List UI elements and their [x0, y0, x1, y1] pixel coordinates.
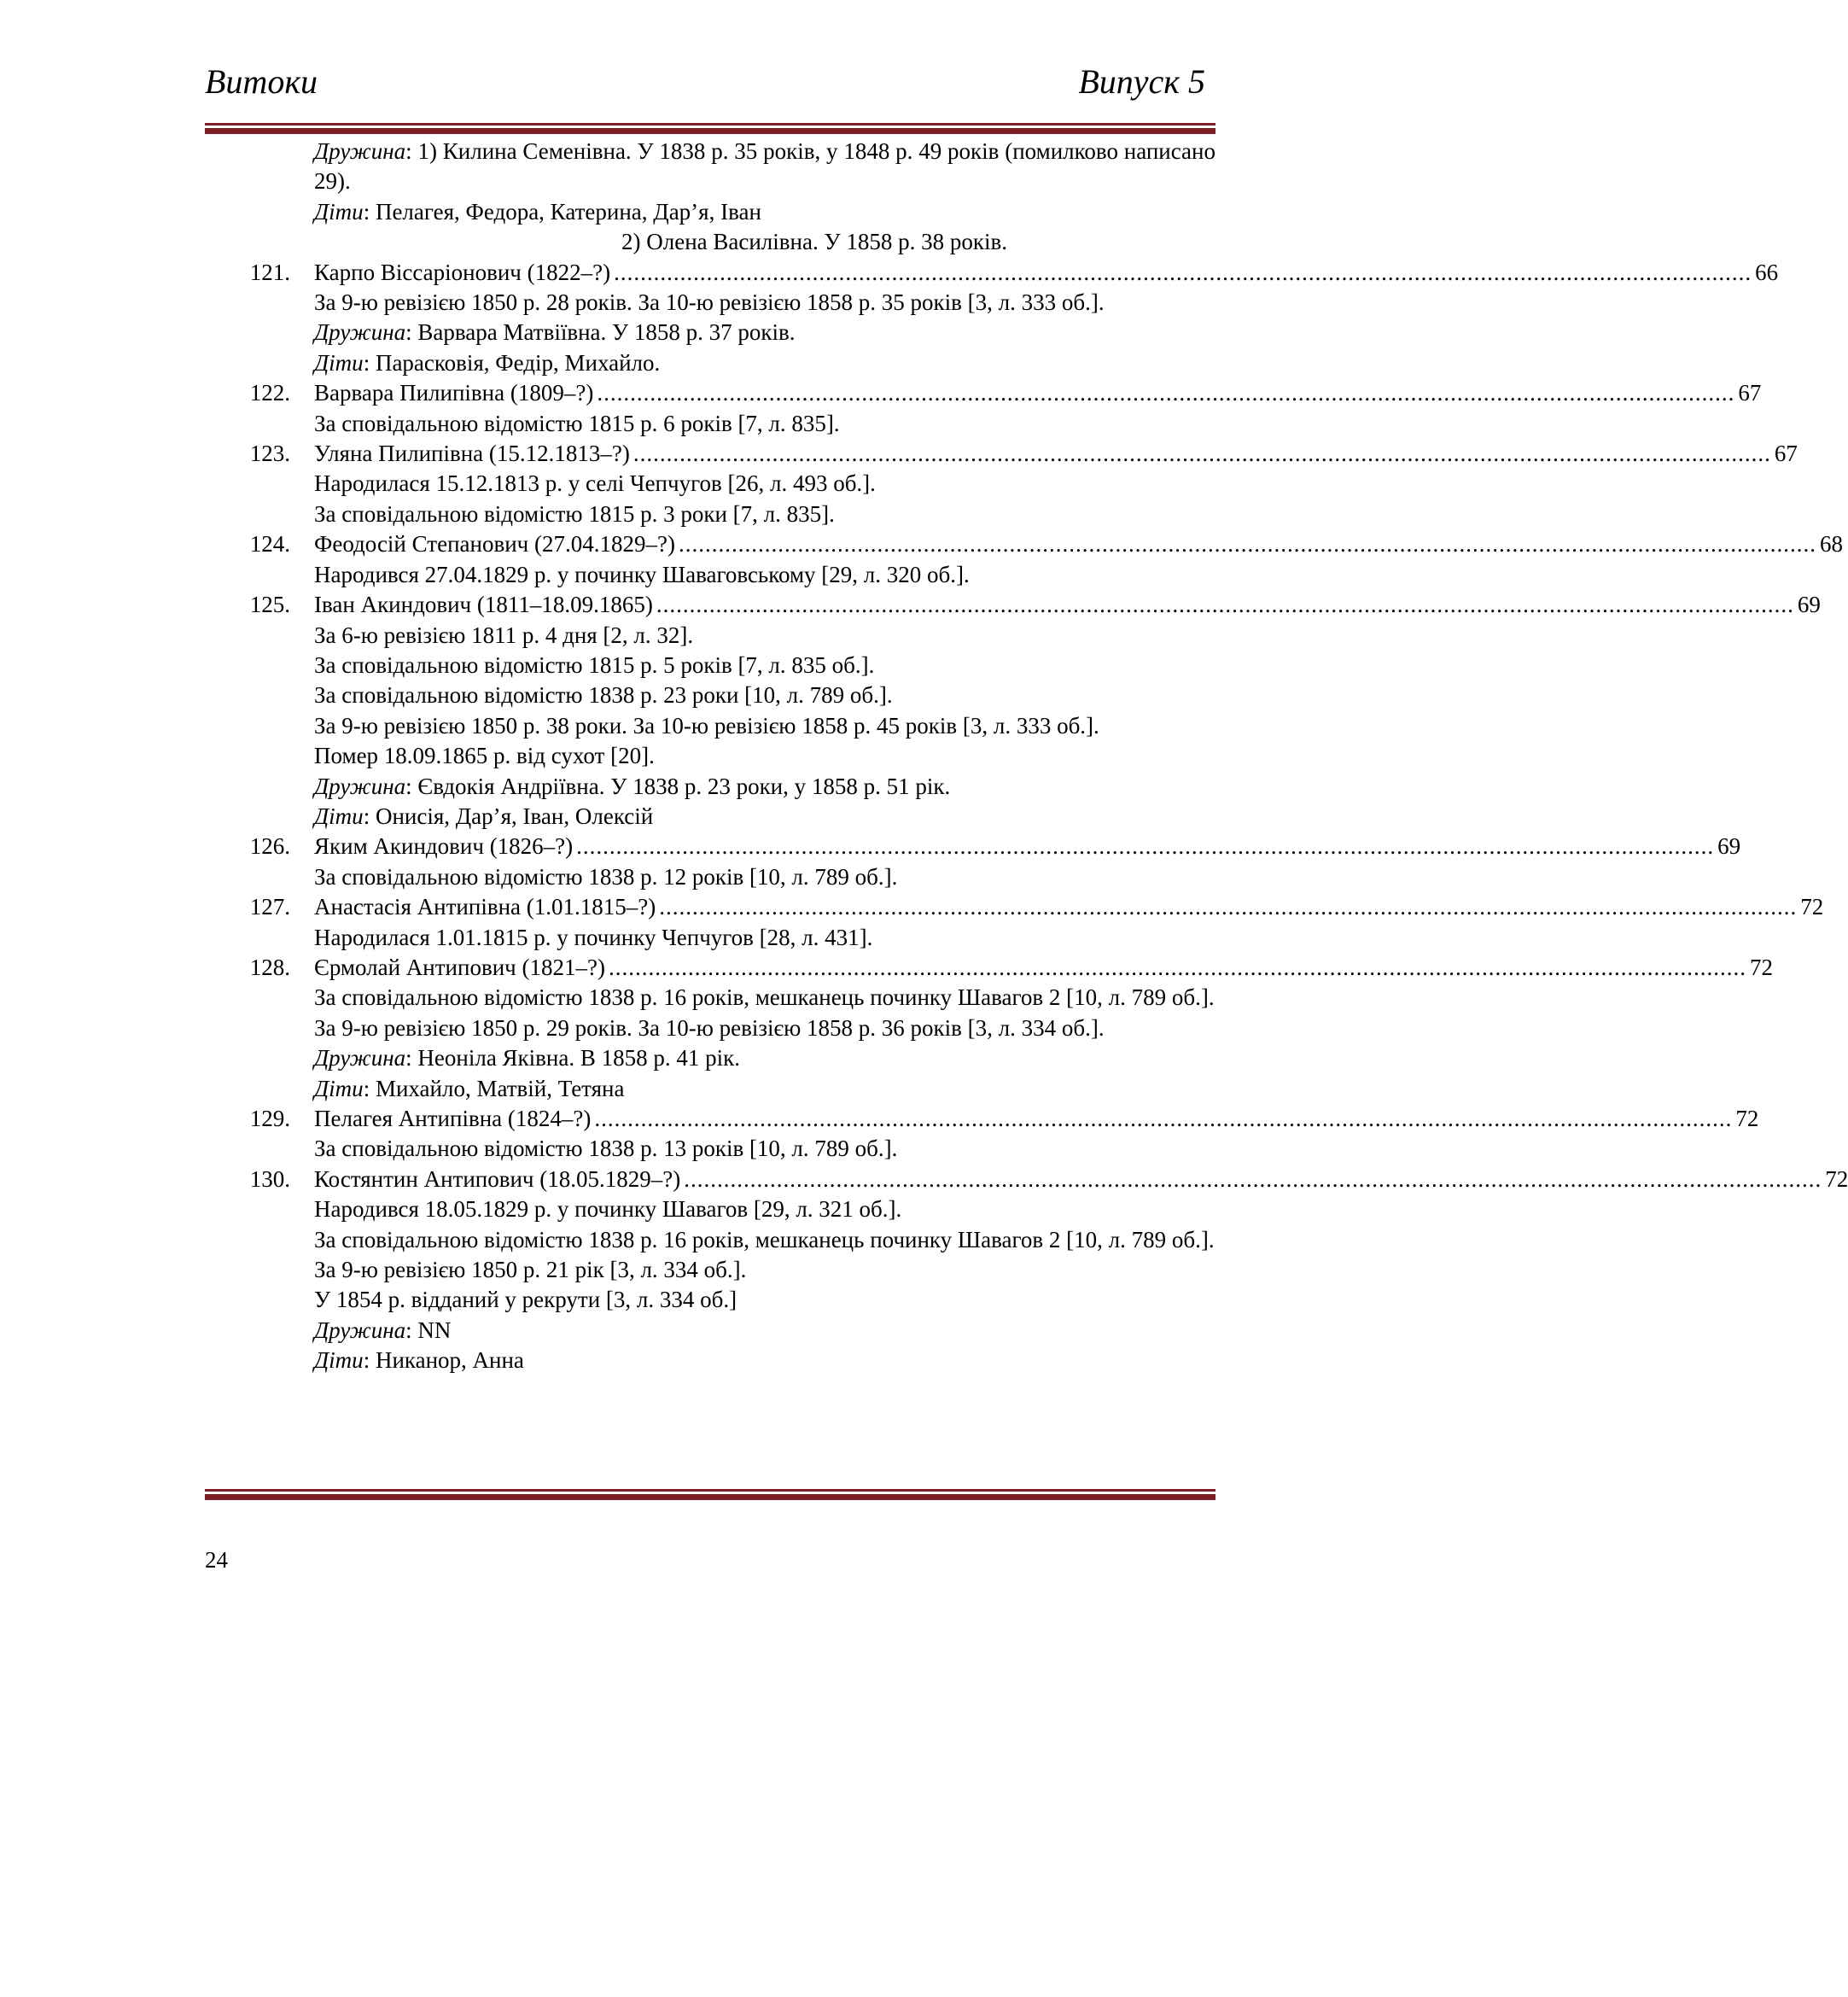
line-text: За сповідальною відомістю 1815 р. 5 років [7, л. 835 об.].	[314, 651, 875, 678]
entry-line	[205, 651, 1215, 680]
journal-title: Витоки	[205, 62, 318, 101]
entry-line	[205, 318, 1215, 347]
genealogy-list	[205, 137, 1848, 1376]
person-entry	[205, 1165, 1848, 1376]
person-name: Єрмолай Антипович (1821–?)	[314, 954, 605, 980]
line-text: За 9-ю ревізією 1850 р. 38 роки. За 10-ю ревізією 1858 р. 45 років [3, л. 333 об.].	[314, 712, 1099, 739]
entry-line	[205, 227, 1215, 257]
entry-number: 123.	[249, 441, 290, 467]
page-reference: 72	[1735, 1106, 1759, 1131]
person-entry	[205, 529, 1843, 590]
line-text: : Михайло, Матвій, Тетяна	[363, 1075, 625, 1101]
entry-number: 122.	[249, 380, 290, 406]
person-name: Уляна Пилипівна (15.12.1813–?)	[314, 441, 630, 467]
line-text: 2) Олена Василівна. У 1858 р. 38 років.	[621, 229, 1007, 255]
entry-line	[205, 923, 1215, 953]
entry-heading	[205, 1104, 1759, 1134]
entry-line	[205, 469, 1215, 499]
page-reference: 67	[1774, 441, 1798, 467]
line-text: : Варвара Матвіївна. У 1858 р. 37 років.	[405, 319, 796, 346]
entry-number: 130.	[249, 1165, 290, 1192]
entry-line	[205, 499, 1215, 529]
relation-label: Діти	[314, 1075, 364, 1101]
entry-heading	[205, 529, 1843, 559]
page-reference: 66	[1755, 259, 1779, 285]
line-text: Помер 18.09.1865 р. від сухот [20].	[314, 743, 655, 769]
entry-line	[205, 621, 1215, 651]
person-name: Іван Акиндович (1811–18.09.1865)	[314, 592, 653, 618]
entry-line	[205, 197, 1215, 227]
entry-number: 125.	[249, 592, 290, 618]
person-entry	[205, 892, 1824, 953]
entry-line	[205, 1225, 1215, 1255]
relation-label: Дружина	[314, 773, 406, 799]
entry-heading	[205, 832, 1741, 861]
entry-line	[205, 983, 1215, 1013]
entry-number: 127.	[249, 894, 290, 920]
line-text: : Євдокія Андріївна. У 1838 р. 23 роки, у 1858 р. 51 рік.	[405, 773, 951, 799]
entry-heading	[205, 439, 1798, 469]
entry-line	[205, 741, 1215, 771]
entry-line	[205, 862, 1215, 892]
person-name: Варвара Пилипівна (1809–?)	[314, 380, 594, 406]
entry-title	[314, 1104, 1758, 1134]
entry-line	[205, 137, 1215, 197]
dot-leader	[609, 953, 1746, 983]
line-text: За сповідальною відомістю 1838 р. 23 роки [10, л. 789 об.].	[314, 682, 893, 709]
entry-line	[205, 1043, 1215, 1073]
line-text: За 6-ю ревізією 1811 р. 4 дня [2, л. 32].	[314, 622, 694, 648]
entry-heading	[205, 378, 1762, 408]
line-text: За сповідальною відомістю 1838 р. 13 років [10, л. 789 об.].	[314, 1136, 898, 1162]
entry-line	[205, 680, 1215, 710]
dot-leader	[659, 892, 1797, 922]
page-reference: 69	[1717, 833, 1741, 860]
entry-line	[205, 711, 1215, 741]
entry-number: 129.	[249, 1106, 290, 1131]
entry-title	[314, 529, 1843, 559]
line-text: : NN	[405, 1317, 452, 1343]
person-entry	[205, 439, 1798, 529]
page-reference: 72	[1800, 894, 1824, 920]
entry-number: 121.	[249, 259, 290, 285]
entry-line	[205, 772, 1215, 802]
entry-heading	[205, 1165, 1848, 1194]
entry-line	[205, 1346, 1215, 1375]
line-text: За сповідальною відомістю 1838 р. 16 років, мешканець починку Шавагов 2 [10, л. 789 об.].	[314, 984, 1215, 1011]
entry-title	[314, 439, 1798, 469]
line-text: За 9-ю ревізією 1850 р. 29 років. За 10-ю ревізією 1858 р. 36 років [3, л. 334 об.].	[314, 1014, 1105, 1041]
entry-heading	[205, 892, 1824, 922]
dot-leader	[597, 378, 1734, 408]
line-text: За 9-ю ревізією 1850 р. 21 рік [3, л. 334 об.].	[314, 1257, 747, 1283]
entry-line	[205, 1316, 1215, 1346]
line-text: : 1) Килина Семенівна. У 1838 р. 35 років, у 1848 р. 49 років (помилково написано 29).	[314, 138, 1215, 195]
entry-title	[314, 258, 1778, 288]
line-text: Народився 18.05.1829 р. у починку Шавагов [29, л. 321 об.].	[314, 1196, 902, 1223]
entry-number: 128.	[249, 954, 290, 980]
page-reference: 72	[1749, 954, 1773, 980]
line-text: У 1854 р. відданий у рекрути [3, л. 334 об.]	[314, 1287, 737, 1313]
person-entry	[205, 1104, 1759, 1165]
line-text: : Парасковія, Федір, Михайло.	[363, 349, 661, 376]
entry-number: 124.	[249, 531, 290, 558]
entry-title	[314, 1165, 1848, 1194]
relation-label: Дружина	[314, 138, 406, 164]
line-text: : Неоніла Яківна. В 1858 р. 41 рік.	[405, 1045, 740, 1071]
dot-leader	[679, 529, 1816, 559]
entry-line	[205, 1285, 1215, 1315]
dot-leader	[594, 1104, 1732, 1134]
entry-line	[205, 1194, 1215, 1224]
page-reference: 69	[1797, 592, 1821, 618]
entry-title	[314, 378, 1761, 408]
entry-line	[205, 1013, 1215, 1043]
relation-label: Діти	[314, 349, 364, 376]
entry-title	[314, 832, 1740, 861]
dot-leader	[656, 590, 1794, 620]
line-text: За сповідальною відомістю 1815 р. 3 роки [7, л. 835].	[314, 500, 835, 527]
relation-label: Дружина	[314, 1045, 406, 1071]
line-text: За сповідальною відомістю 1815 р. 6 років [7, л. 835].	[314, 410, 840, 436]
entry-heading	[205, 258, 1779, 288]
entry-line	[205, 1134, 1215, 1164]
line-text: За сповідальною відомістю 1838 р. 16 років, мешканець починку Шавагов 2 [10, л. 789 об.].	[314, 1226, 1215, 1253]
person-entry	[205, 378, 1762, 439]
entry-heading	[205, 953, 1773, 983]
dot-leader	[614, 258, 1752, 288]
header-rule	[205, 123, 1215, 134]
page-reference: 68	[1819, 531, 1843, 558]
page-reference: 72	[1825, 1165, 1848, 1192]
entry-line	[205, 802, 1215, 832]
line-text: : Никанор, Анна	[363, 1347, 524, 1374]
dot-leader	[576, 832, 1714, 861]
line-text: Народилася 15.12.1813 р. у селі Чепчугов [26, л. 493 об.].	[314, 470, 876, 497]
line-text: Народилася 1.01.1815 р. у починку Чепчугов [28, л. 431].	[314, 924, 873, 950]
relation-label: Дружина	[314, 1317, 406, 1343]
entry-title	[314, 953, 1773, 983]
person-name: Карпо Віссаріонович (1822–?)	[314, 259, 611, 285]
entry-title	[314, 590, 1821, 620]
person-name: Анастасія Антипівна (1.01.1815–?)	[314, 894, 656, 920]
entry-number: 126.	[249, 833, 290, 860]
entry-line	[205, 1255, 1215, 1285]
line-text: : Пелагея, Федора, Катерина, Дар’я, Іван	[363, 198, 761, 225]
person-entry	[205, 953, 1773, 1104]
person-name: Костянтин Антипович (18.05.1829–?)	[314, 1165, 681, 1192]
person-name: Яким Акиндович (1826–?)	[314, 833, 574, 860]
entry-line	[205, 288, 1215, 318]
entry-line	[205, 1074, 1215, 1104]
page-number: 24	[205, 1547, 228, 1573]
entry-title	[314, 892, 1823, 922]
relation-label: Діти	[314, 803, 364, 829]
entry-line	[205, 348, 1215, 378]
person-entry	[205, 832, 1741, 892]
line-text: : Онисія, Дар’я, Іван, Олексій	[363, 803, 654, 829]
person-name: Пелагея Антипівна (1824–?)	[314, 1106, 592, 1131]
person-entry	[205, 590, 1821, 832]
person-entry	[205, 258, 1779, 379]
footer-rule	[205, 1489, 1215, 1500]
dot-leader	[633, 439, 1771, 469]
dot-leader	[684, 1165, 1822, 1194]
entry-line	[205, 409, 1215, 439]
relation-label: Діти	[314, 198, 364, 225]
line-text: За сповідальною відомістю 1838 р. 12 років [10, л. 789 об.].	[314, 863, 898, 890]
entry-heading	[205, 590, 1821, 620]
page-reference: 67	[1738, 380, 1762, 406]
entry-line	[205, 560, 1215, 590]
issue-label: Випуск 5	[1078, 62, 1205, 101]
line-text: За 9-ю ревізією 1850 р. 28 років. За 10-ю ревізією 1858 р. 35 років [3, л. 333 об.].	[314, 289, 1105, 316]
person-name: Феодосій Степанович (27.04.1829–?)	[314, 531, 675, 558]
relation-label: Діти	[314, 1347, 364, 1374]
line-text: Народився 27.04.1829 р. у починку Шаваговському [29, л. 320 об.].	[314, 561, 970, 587]
relation-label: Дружина	[314, 319, 406, 346]
